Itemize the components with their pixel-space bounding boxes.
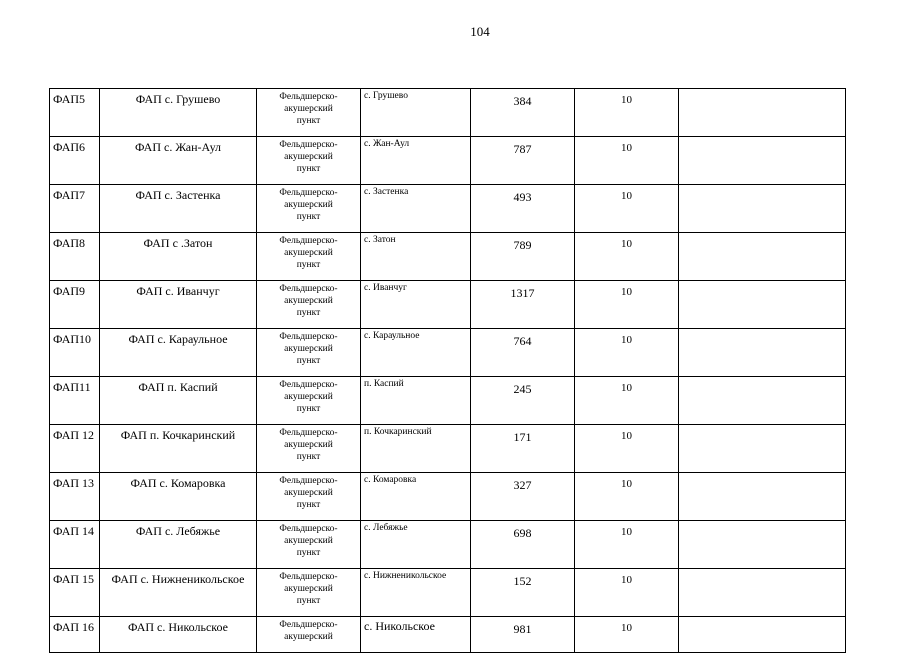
- population-value: 493: [513, 190, 532, 204]
- population-cell: [471, 377, 575, 425]
- facility-name: ФАП с. Застенка: [135, 188, 221, 202]
- facility-type-cell: [257, 281, 361, 329]
- number-cell: [575, 137, 679, 185]
- population-value: 698: [513, 526, 532, 540]
- population-value: 327: [513, 478, 532, 492]
- facility-type-line: Фельдшерско-: [279, 92, 338, 102]
- number-value: 10: [621, 142, 632, 154]
- population-cell: [471, 137, 575, 185]
- facility-name-cell: [100, 473, 257, 521]
- population-cell: [471, 281, 575, 329]
- empty-cell: [679, 473, 846, 521]
- settlement-name: с. Никольское: [364, 619, 435, 633]
- empty-cell: [679, 569, 846, 617]
- number-cell: [575, 281, 679, 329]
- facility-type-line: акушерский: [284, 488, 333, 498]
- facility-name: ФАП с. Лебяжье: [135, 524, 221, 538]
- facility-name-cell: [100, 281, 257, 329]
- facility-type-line: Фельдшерско-: [279, 380, 338, 390]
- number-cell: [575, 617, 679, 653]
- facility-name-cell: [100, 185, 257, 233]
- facility-name-cell: [100, 425, 257, 473]
- number-value: 10: [621, 622, 632, 634]
- facility-type-line: Фельдшерско-: [279, 572, 338, 582]
- facility-type-line: пункт: [296, 116, 321, 126]
- facility-type-line: пункт: [296, 596, 321, 606]
- number-cell: [575, 569, 679, 617]
- facility-type-line: акушерский: [284, 296, 333, 306]
- facility-code-cell: [50, 521, 100, 569]
- settlement-name: с. Караульное: [364, 331, 420, 341]
- settlement-cell: [361, 473, 471, 521]
- facility-name-cell: [100, 377, 257, 425]
- facility-type-cell: [257, 89, 361, 137]
- facility-name-cell: [100, 569, 257, 617]
- facility-name: ФАП с. Никольское: [127, 620, 228, 634]
- facility-name-cell: [100, 137, 257, 185]
- table-row: [50, 185, 846, 233]
- empty-cell: [679, 521, 846, 569]
- table-body: [50, 89, 846, 653]
- facility-type-line: пункт: [296, 452, 321, 462]
- facility-code: ФАП6: [53, 140, 86, 154]
- facility-type-line: Фельдшерско-: [279, 332, 338, 342]
- table-row: [50, 233, 846, 281]
- number-value: 10: [621, 238, 632, 250]
- table-row: [50, 521, 846, 569]
- population-value: 171: [513, 430, 532, 444]
- empty-cell: [679, 137, 846, 185]
- settlement-name: п. Кочкаринский: [364, 427, 432, 437]
- facility-code-cell: [50, 185, 100, 233]
- population-cell: [471, 425, 575, 473]
- facility-type-line: Фельдшерско-: [279, 524, 338, 534]
- facility-type-cell: [257, 137, 361, 185]
- facility-type-line: пункт: [296, 500, 321, 510]
- empty-cell: [679, 425, 846, 473]
- facility-type-line: пункт: [296, 260, 321, 270]
- settlement-name: п. Каспий: [364, 379, 404, 389]
- number-cell: [575, 233, 679, 281]
- table-row: [50, 473, 846, 521]
- settlement-name: с. Жан-Аул: [364, 139, 410, 149]
- facility-code: ФАП 14: [53, 524, 95, 538]
- population-cell: [471, 569, 575, 617]
- facility-code: ФАП 12: [53, 428, 95, 442]
- settlement-name: с. Комаровка: [364, 475, 417, 485]
- facility-code-cell: [50, 89, 100, 137]
- facility-name-cell: [100, 521, 257, 569]
- facility-type-cell: [257, 617, 361, 653]
- facility-type-line: Фельдшерско-: [279, 428, 338, 438]
- facility-code: ФАП10: [53, 332, 92, 346]
- facility-code: ФАП9: [53, 284, 86, 298]
- number-cell: [575, 329, 679, 377]
- settlement-name: с. Нижненикольское: [364, 571, 447, 581]
- facility-code-cell: [50, 281, 100, 329]
- settlement-cell: [361, 89, 471, 137]
- facility-type-line: Фельдшерско-: [279, 620, 338, 630]
- settlement-cell: [361, 281, 471, 329]
- population-value: 789: [513, 238, 532, 252]
- facility-type-cell: [257, 233, 361, 281]
- facility-name: ФАП п. Кочкаринский: [120, 428, 236, 442]
- settlement-name: с. Иванчуг: [364, 283, 407, 293]
- facility-type-line: акушерский: [284, 200, 333, 210]
- facility-name: ФАП с. Нижненикольское: [111, 572, 245, 586]
- facility-code: ФАП7: [53, 188, 86, 202]
- facility-name-cell: [100, 617, 257, 653]
- settlement-cell: [361, 425, 471, 473]
- facility-code-cell: [50, 377, 100, 425]
- facility-type-line: пункт: [296, 164, 321, 174]
- facility-type-line: акушерский: [284, 152, 333, 162]
- settlement-name: с. Затон: [364, 235, 396, 245]
- population-cell: [471, 89, 575, 137]
- table-row: [50, 377, 846, 425]
- population-cell: [471, 473, 575, 521]
- number-cell: [575, 521, 679, 569]
- number-value: 10: [621, 94, 632, 106]
- facility-code-cell: [50, 617, 100, 653]
- table-row: [50, 89, 846, 137]
- number-value: 10: [621, 334, 632, 346]
- facility-type-cell: [257, 425, 361, 473]
- facility-code-cell: [50, 137, 100, 185]
- population-cell: [471, 617, 575, 653]
- facility-code: ФАП8: [53, 236, 86, 250]
- settlement-name: с. Лебяжье: [364, 523, 408, 533]
- facility-code: ФАП5: [53, 92, 86, 106]
- number-cell: [575, 425, 679, 473]
- settlement-cell: [361, 617, 471, 653]
- facility-code-cell: [50, 233, 100, 281]
- population-cell: [471, 233, 575, 281]
- facility-type-line: акушерский: [284, 392, 333, 402]
- population-value: 981: [513, 622, 532, 636]
- number-cell: [575, 377, 679, 425]
- table-row: [50, 329, 846, 377]
- number-value: 10: [621, 526, 632, 538]
- empty-cell: [679, 89, 846, 137]
- facility-name: ФАП с. Грушево: [135, 92, 221, 106]
- settlement-cell: [361, 521, 471, 569]
- population-value: 245: [513, 382, 532, 396]
- population-cell: [471, 329, 575, 377]
- empty-cell: [679, 377, 846, 425]
- number-value: 10: [621, 286, 632, 298]
- number-value: 10: [621, 478, 632, 490]
- number-cell: [575, 185, 679, 233]
- settlement-cell: [361, 329, 471, 377]
- facility-type-line: акушерский: [284, 536, 333, 546]
- facility-name: ФАП с. Караульное: [128, 332, 228, 346]
- facility-code-cell: [50, 473, 100, 521]
- table-row: [50, 569, 846, 617]
- facility-name-cell: [100, 233, 257, 281]
- facility-name-cell: [100, 89, 257, 137]
- facility-name: ФАП с. Комаровка: [130, 476, 226, 490]
- facility-type-line: пункт: [296, 404, 321, 414]
- facility-type-cell: [257, 521, 361, 569]
- settlement-name: с. Застенка: [364, 187, 409, 197]
- empty-cell: [679, 617, 846, 653]
- facility-type-line: Фельдшерско-: [279, 188, 338, 198]
- facility-name: ФАП с. Иванчуг: [136, 284, 220, 298]
- table-row: [50, 281, 846, 329]
- facility-type-line: акушерский: [284, 632, 333, 642]
- facility-code-cell: [50, 569, 100, 617]
- population-cell: [471, 185, 575, 233]
- table-row: [50, 617, 846, 653]
- table-row: [50, 137, 846, 185]
- facility-type-line: акушерский: [284, 584, 333, 594]
- facility-name: ФАП с .Затон: [143, 236, 213, 250]
- facility-code: ФАП 16: [53, 620, 95, 634]
- facility-type-line: пункт: [296, 356, 321, 366]
- number-value: 10: [621, 430, 632, 442]
- settlement-cell: [361, 137, 471, 185]
- settlement-cell: [361, 185, 471, 233]
- facility-code: ФАП 13: [53, 476, 95, 490]
- facility-type-line: Фельдшерско-: [279, 236, 338, 246]
- facility-code-cell: [50, 425, 100, 473]
- facility-type-cell: [257, 569, 361, 617]
- table-row: [50, 425, 846, 473]
- facility-code: ФАП11: [53, 380, 91, 394]
- number-cell: [575, 473, 679, 521]
- settlement-cell: [361, 377, 471, 425]
- number-value: 10: [621, 382, 632, 394]
- facility-type-line: акушерский: [284, 344, 333, 354]
- facility-code: ФАП 15: [53, 572, 95, 586]
- population-value: 787: [513, 142, 532, 156]
- facility-name-cell: [100, 329, 257, 377]
- facility-type-line: Фельдшерско-: [279, 284, 338, 294]
- number-value: 10: [621, 574, 632, 586]
- empty-cell: [679, 185, 846, 233]
- facility-name: ФАП п. Каспий: [138, 380, 218, 394]
- number-cell: [575, 89, 679, 137]
- settlement-cell: [361, 569, 471, 617]
- population-value: 152: [513, 574, 532, 588]
- facility-type-line: пункт: [296, 212, 321, 222]
- page-number: 104: [470, 24, 490, 39]
- population-cell: [471, 521, 575, 569]
- facility-type-line: пункт: [296, 308, 321, 318]
- facility-type-line: акушерский: [284, 104, 333, 114]
- population-value: 764: [513, 334, 532, 348]
- population-value: 384: [513, 94, 532, 108]
- facility-type-line: акушерский: [284, 440, 333, 450]
- facility-type-line: пункт: [296, 548, 321, 558]
- number-value: 10: [621, 190, 632, 202]
- facility-name: ФАП с. Жан-Аул: [134, 140, 222, 154]
- fap-table: [49, 88, 846, 653]
- facility-type-line: акушерский: [284, 248, 333, 258]
- settlement-name: с. Грушево: [364, 91, 408, 101]
- empty-cell: [679, 233, 846, 281]
- facility-type-cell: [257, 473, 361, 521]
- facility-type-cell: [257, 185, 361, 233]
- empty-cell: [679, 329, 846, 377]
- facility-type-line: Фельдшерско-: [279, 476, 338, 486]
- population-value: 1317: [510, 286, 535, 300]
- facility-code-cell: [50, 329, 100, 377]
- facility-type-cell: [257, 377, 361, 425]
- settlement-cell: [361, 233, 471, 281]
- facility-type-cell: [257, 329, 361, 377]
- facility-type-line: Фельдшерско-: [279, 140, 338, 150]
- empty-cell: [679, 281, 846, 329]
